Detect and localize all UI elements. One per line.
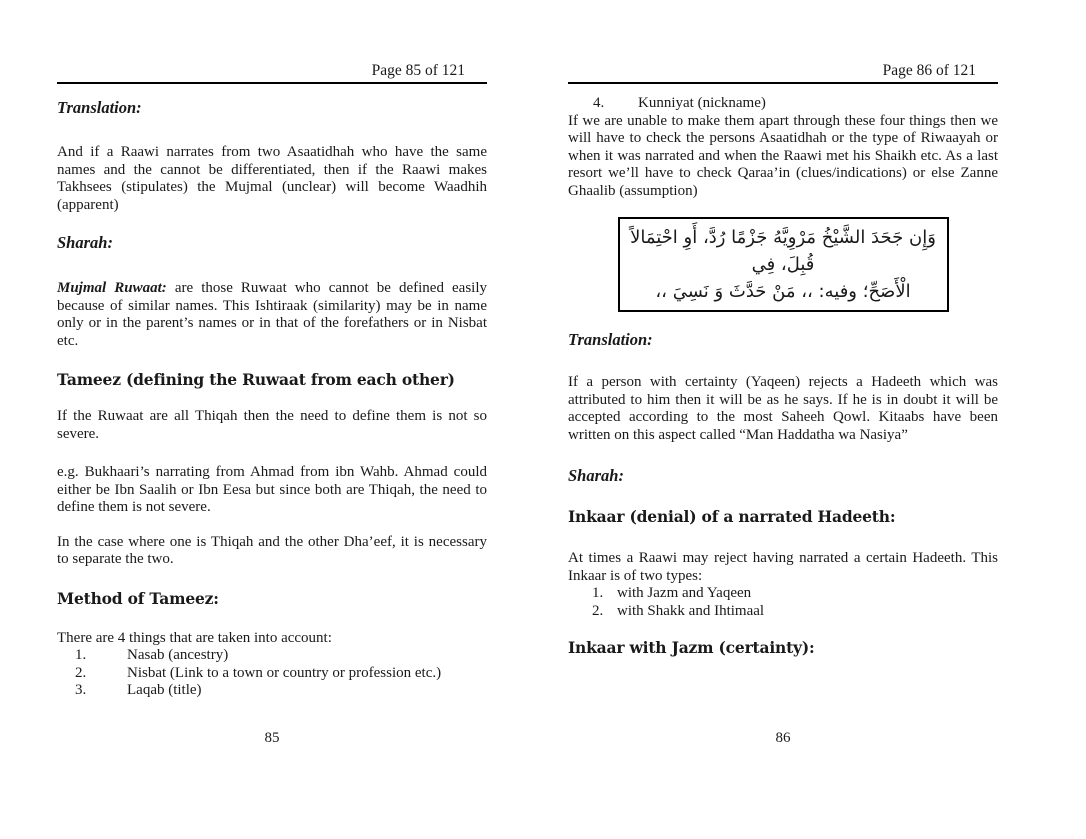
- list-item: [57, 647, 487, 665]
- page-86-header-rule: [568, 82, 998, 84]
- page-85: [57, 62, 487, 700]
- list-item-number: 1.: [75, 647, 87, 663]
- list-item-text: Kunniyat (nickname): [638, 95, 766, 111]
- separate-paragraph: In the case where one is Thiqah and the other Dha’eef, it is necessary to separate the two.: [57, 533, 487, 567]
- sharah-heading-right: Sharah:: [568, 466, 624, 485]
- list-item-text: Nasab (ancestry): [127, 647, 229, 663]
- arabic-matn-line2: الْأَصَحِّ؛ وفيه: ،، مَنْ حَدَّثَ وَ نَسِيَ ،،: [655, 281, 911, 302]
- translation-paragraph-right: If a person with certainty (Yaqeen) rejects a Hadeeth which was attributed to him then it will be as he says. If he is in doubt it will be accepted according to the most Saheeh Qowl. Kitaabs have been written on this aspect called “Man Haddatha wa Nasiya”: [568, 374, 998, 443]
- page-number-85: 85: [264, 730, 280, 746]
- attimes-paragraph: At times a Raawi may reject having narrated a certain Hadeeth. This Inkaar is of two types:: [568, 550, 998, 584]
- list-item-number: 1.: [592, 585, 604, 601]
- translation-heading-right: Translation:: [568, 330, 653, 349]
- page-86-header: Page 86 of 121: [882, 62, 976, 79]
- inkaar-jazm-heading: Inkaar with Jazm (certainty):: [568, 638, 815, 657]
- page-85-header-rule: [57, 82, 487, 84]
- thiqah-paragraph: If the Ruwaat are all Thiqah then the need to define them is not so severe.: [57, 408, 487, 442]
- arabic-matn-box: [618, 217, 949, 312]
- sharah-heading-left: Sharah:: [57, 233, 113, 252]
- list-item-text: Laqab (title): [127, 682, 202, 698]
- arabic-matn-line1: وَإِن جَحَدَ الشَّيْخُ مَرْوِيَّهُ جَزْمًا رُدَّ، أَوِ احْتِمَالاً قُبِلَ، فِي: [630, 227, 936, 275]
- tameez-heading: Tameez (defining the Ruwaat from each other): [57, 370, 455, 389]
- list-item-number: 2.: [75, 664, 87, 681]
- list-item: [57, 665, 487, 683]
- list-item-number: 4.: [593, 95, 605, 111]
- list-item: [568, 585, 998, 603]
- mujmal-ruwaat-body: are those Ruwaat who cannot be defined easily because of similar names. This Ishtiraak (similarity) may be in name only or in the parent’s names or in that of the forefathers or in Nisbat etc.: [57, 280, 487, 349]
- page-86: [568, 62, 998, 657]
- method-of-tameez-heading: Method of Tameez:: [57, 588, 219, 608]
- unable-paragraph: If we are unable to make them apart through these four things then we will have to check the persons Asaatidhah or the type of Riwaayah or when it was narrated and when the Raawi met his Shaikh etc. As a last resort we’ll have to check Qaraa’in (clues/indications) or else Zanne Ghaalib (assumption): [568, 112, 998, 199]
- example-paragraph: e.g. Bukhaari’s narrating from Ahmad from ibn Wahb. Ahmad could either be Ibn Saalih or Ibn Eesa but since both are Thiqah, the need to define them is not severe.: [57, 464, 487, 515]
- list-item-text: with Jazm and Yaqeen: [617, 585, 752, 601]
- translation-heading-left: Translation:: [57, 98, 142, 117]
- list-item-text: Nisbat (Link to a town or country or profession etc.): [127, 664, 442, 681]
- page-number-86: 86: [775, 730, 791, 746]
- list-item: [568, 603, 998, 621]
- list-item: [57, 682, 487, 700]
- translation-paragraph-left: And if a Raawi narrates from two Asaatidhah who have the same names and the cannot be differentiated, then if the Raawi makes Takhsees (stipulates) the Mujmal (unclear) will become Waadhih (apparent): [57, 144, 487, 213]
- list-item: [568, 95, 998, 113]
- page-85-header: Page 85 of 121: [371, 62, 465, 79]
- list-item-number: 3.: [75, 682, 87, 698]
- list-intro: There are 4 things that are taken into account:: [57, 629, 332, 646]
- mujmal-ruwaat-lead: Mujmal Ruwaat:: [57, 280, 167, 296]
- inkaar-heading: Inkaar (denial) of a narrated Hadeeth:: [568, 507, 896, 526]
- mujmal-ruwaat-paragraph: [57, 280, 487, 350]
- list-item-number: 2.: [592, 602, 604, 619]
- list-item-text: with Shakk and Ihtimaal: [617, 602, 765, 619]
